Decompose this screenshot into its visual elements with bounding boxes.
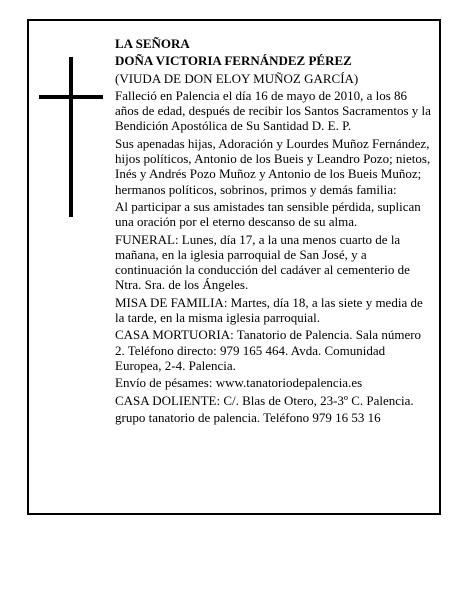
notice-paragraph-condolences: Envío de pésames: www.tanatoriodepalencia.es — [115, 375, 363, 391]
notice-title-line1: LA SEÑORA — [115, 36, 190, 51]
notice-subtitle: (VIUDA DE DON ELOY MUÑOZ GARCÍA) — [115, 70, 359, 86]
cross-horizontal-bar — [39, 95, 103, 99]
notice-paragraph-family-mass: MISA DE FAMILIA: Martes, día 18, a las siete y media de la tarde, en la misma iglesia parroquial. — [115, 294, 423, 326]
notice-paragraph-funeral-home: CASA MORTUORIA: Tanatorio de Palencia. Sala número 2. Teléfono directo: 979 165 464. Avda. Comunidad Europea, 2-4. Palencia. — [115, 327, 422, 373]
notice-paragraph-family: Sus apenadas hijas, Adoración y Lourdes Muñoz Fernández, hijos políticos, Antonio de los Bueis y Leandro Pozo; nietos, Inés y Andrés Pozo Muñoz y Antonio de los Bueis Muñoz; hermanos políticos, sobrinos, primos y demás familia: — [115, 135, 431, 197]
notice-title-line2: DOÑA VICTORIA FERNÁNDEZ PÉREZ — [115, 53, 352, 69]
notice-text-column — [115, 36, 433, 427]
notice-paragraph-prayer: Al participar a sus amistades tan sensible pérdida, suplican una oración por el eterno descanso de su alma. — [115, 198, 421, 230]
notice-paragraph-footer: grupo tanatorio de palencia. Teléfono 979 16 53 16 — [115, 409, 381, 425]
notice-paragraph-death: Falleció en Palencia el día 16 de mayo de 2010, a los 86 años de edad, después de recibir los Santos Sacramentos y la Bendición Apostólica de Su Santidad D. E. P. — [115, 87, 431, 134]
notice-paragraph-family-home: CASA DOLIENTE: C/. Blas de Otero, 23-3º C. Palencia. — [115, 392, 414, 408]
notice-paragraph-funeral: FUNERAL: Lunes, día 17, a la una menos cuarto de la mañana, en la iglesia parroquial de San José, y a continuación la conducción del cadáver al cementerio de Ntra. Sra. de los Ángeles. — [115, 231, 410, 293]
cross-icon — [39, 57, 103, 217]
cross-vertical-bar — [69, 57, 73, 217]
obituary-notice-frame — [27, 19, 441, 515]
